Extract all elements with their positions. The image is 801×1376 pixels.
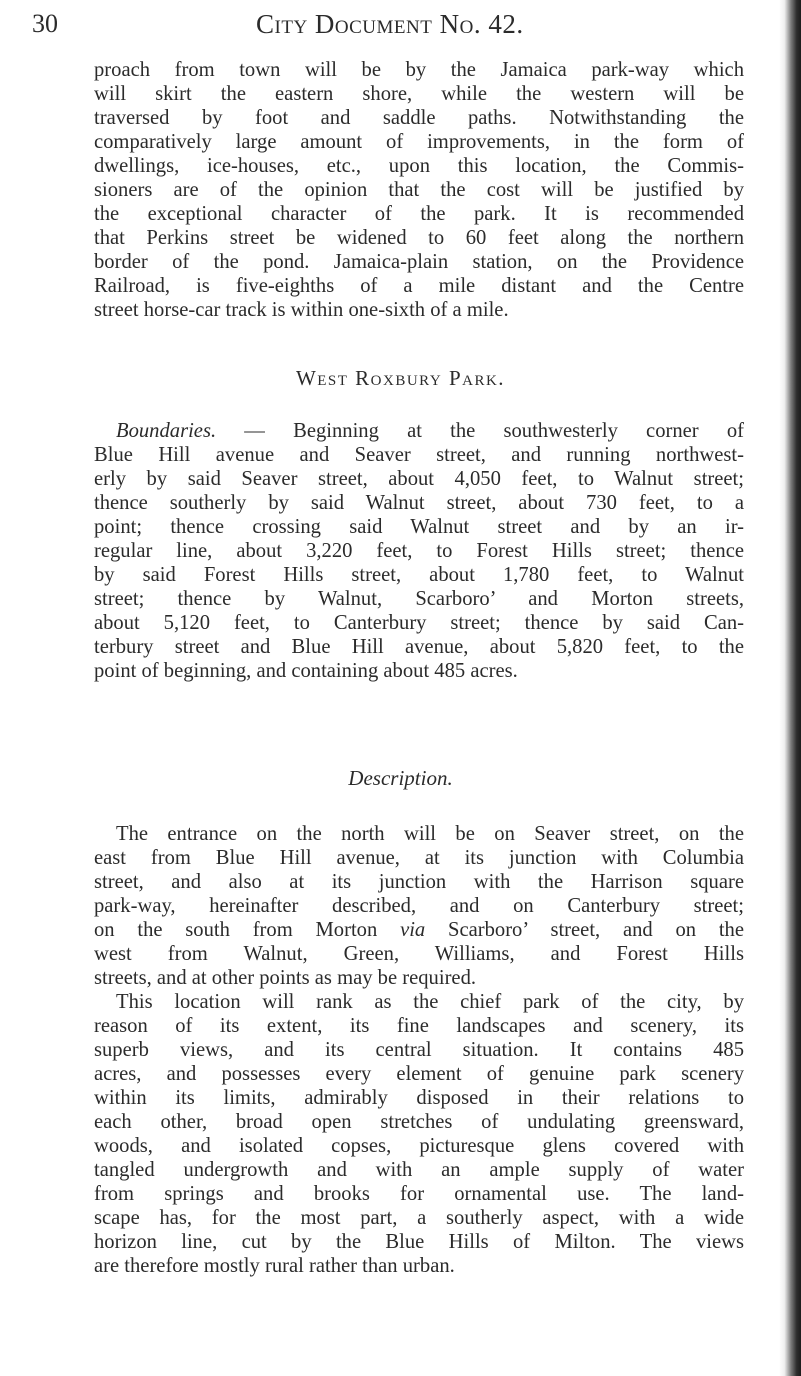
text-line: acres, and possesses every element of genuine park scenery: [94, 1063, 744, 1085]
text-line: [94, 419, 744, 443]
text-line: point of beginning, and containing about 485 acres.: [94, 660, 518, 682]
text-line: from springs and brooks for ornamental use. The land-: [94, 1183, 744, 1205]
text-line: woods, and isolated copses, picturesque glens covered with: [94, 1135, 744, 1157]
text-line: traversed by foot and saddle paths. Notwithstanding the: [94, 107, 744, 129]
text-line: about 5,120 feet, to Canterbury street; thence by said Can-: [94, 612, 744, 634]
text-line: tangled undergrowth and with an ample supply of water: [94, 1159, 744, 1181]
section-heading: West Roxbury Park.: [295, 366, 506, 390]
text-line: proach from town will be by the Jamaica park-way which: [94, 59, 744, 81]
paragraph-boundaries: [94, 419, 744, 683]
text-segment: on the south from Morton: [94, 919, 401, 941]
text-line: thence southerly by said Walnut street, about 730 feet, to a: [94, 492, 744, 514]
text-line: point; thence crossing said Walnut street and by an ir-: [94, 516, 744, 538]
text-line: [94, 918, 744, 942]
text-line: This location will rank as the chief park of the city, by: [116, 991, 744, 1013]
running-head: City Document No. 42.: [256, 9, 524, 39]
text-line: Railroad, is five-eighths of a mile distant and the Centre: [94, 275, 744, 297]
text-line: west from Walnut, Green, Williams, and Forest Hills: [94, 943, 744, 965]
boundaries-label: Boundaries.: [116, 420, 217, 442]
page-number: 30: [32, 9, 58, 38]
text-line: The entrance on the north will be on Seaver street, on the: [116, 823, 744, 845]
paragraph-description: [94, 822, 744, 1278]
text-line: superb views, and its central situation. It contains 485: [94, 1039, 744, 1061]
page-header: [32, 4, 761, 44]
text-line: each other, broad open stretches of undulating greensward,: [94, 1111, 744, 1133]
text-line: comparatively large amount of improvements, in the form of: [94, 131, 744, 153]
text-line: east from Blue Hill avenue, at its junction with Columbia: [94, 847, 744, 869]
paragraph-perkins: [94, 58, 744, 322]
text-segment: Scarboro’ street, and on the: [425, 919, 744, 941]
boundaries-first-line: — Beginning at the southwesterly corner of: [216, 420, 744, 442]
text-line: street; thence by Walnut, Scarboro’ and Morton streets,: [94, 588, 744, 610]
text-line: dwellings, ice-houses, etc., upon this location, the Commis-: [94, 155, 744, 177]
text-line: border of the pond. Jamaica-plain station, on the Providence: [94, 251, 744, 273]
text-line: that Perkins street be widened to 60 feet along the northern: [94, 227, 744, 249]
text-line: erly by said Seaver street, about 4,050 feet, to Walnut street;: [94, 468, 744, 490]
text-line: street horse-car track is within one-sixth of a mile.: [94, 299, 509, 321]
text-line: the exceptional character of the park. It is recommended: [94, 203, 744, 225]
page-binding-edge: [779, 0, 801, 1376]
text-line: regular line, about 3,220 feet, to Forest Hills street; thence: [94, 540, 744, 562]
text-italic-via: via: [400, 919, 426, 941]
text-line: street, and also at its junction with the Harrison square: [94, 871, 744, 893]
text-line: will skirt the eastern shore, while the western will be: [94, 83, 744, 105]
text-line: are therefore mostly rural rather than urban.: [94, 1255, 455, 1277]
text-line: by said Forest Hills street, about 1,780 feet, to Walnut: [94, 564, 744, 586]
text-line: within its limits, admirably disposed in their relations to: [94, 1087, 744, 1109]
text-line: scape has, for the most part, a southerly aspect, with a wide: [94, 1207, 744, 1229]
text-line: sioners are of the opinion that the cost will be justified by: [94, 179, 744, 201]
text-line: reason of its extent, its fine landscapes and scenery, its: [94, 1015, 744, 1037]
description-heading: Description.: [348, 766, 453, 790]
text-line: streets, and at other points as may be required.: [94, 967, 477, 989]
text-line: horizon line, cut by the Blue Hills of Milton. The views: [94, 1231, 744, 1253]
text-line: Blue Hill avenue and Seaver street, and running northwest-: [94, 444, 744, 466]
text-line: terbury street and Blue Hill avenue, about 5,820 feet, to the: [94, 636, 744, 658]
text-line: park-way, hereinafter described, and on Canterbury street;: [94, 895, 744, 917]
